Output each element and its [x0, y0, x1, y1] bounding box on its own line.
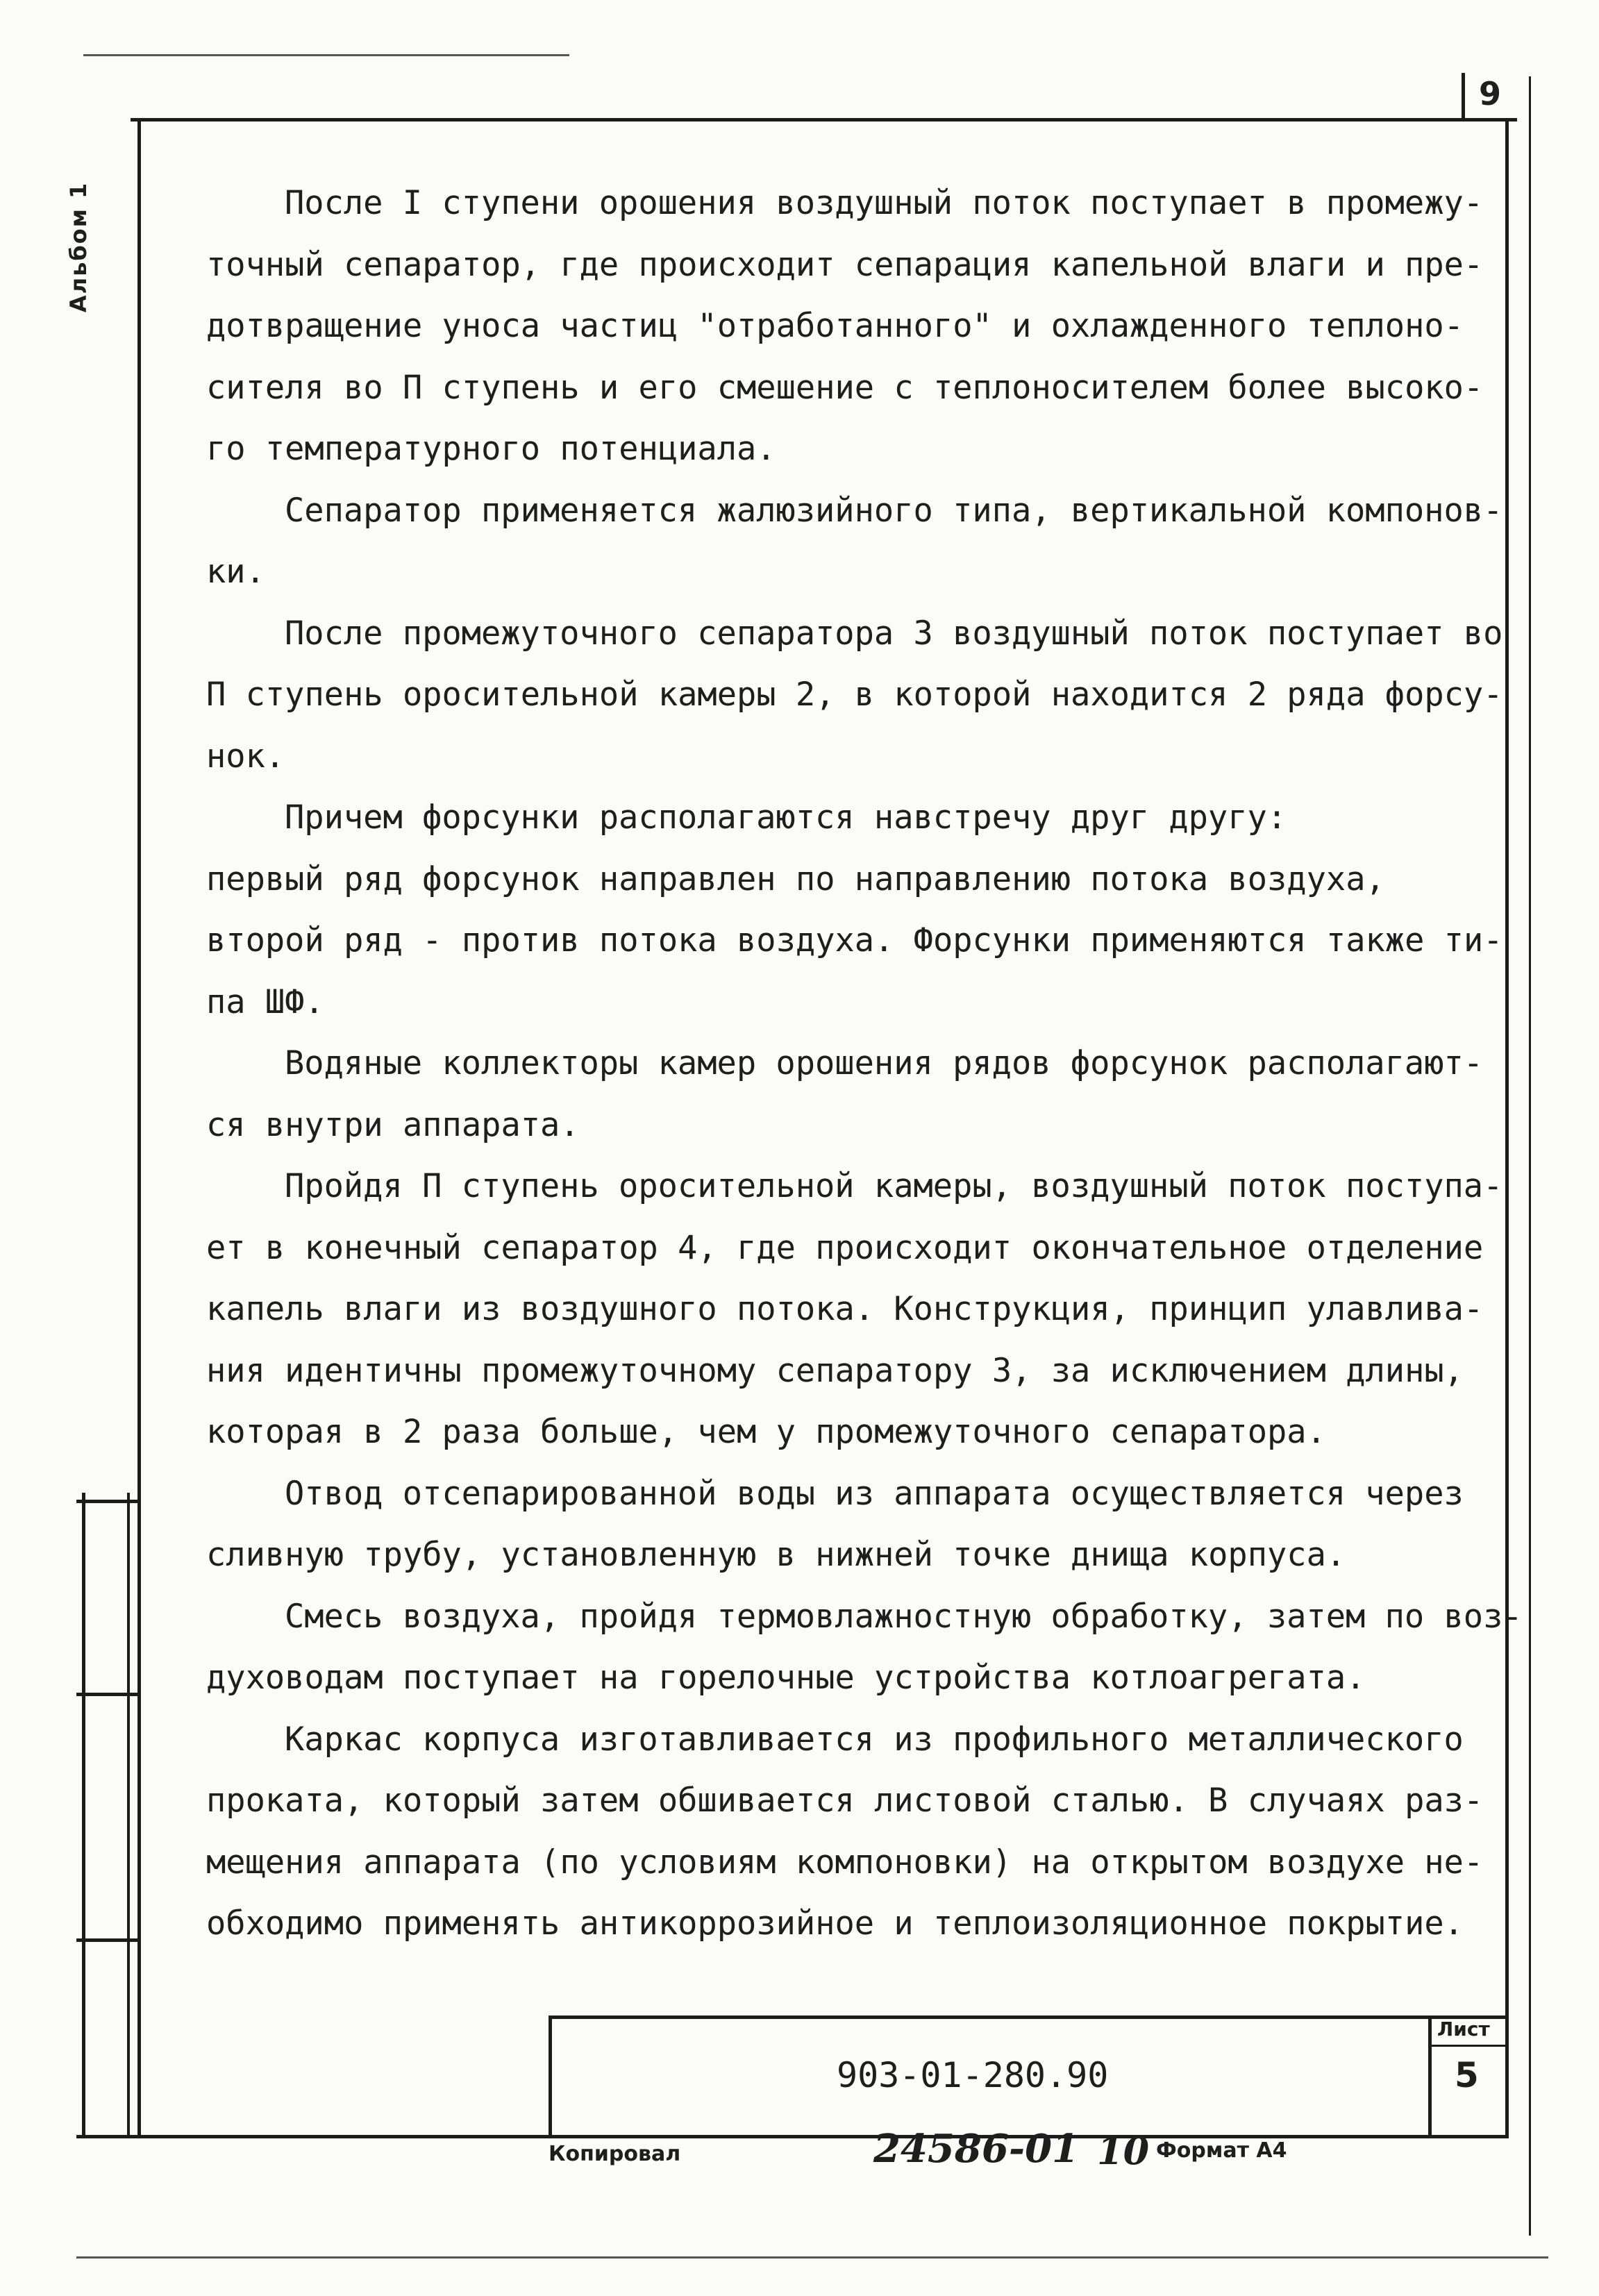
- footer-format-label: Формат А4: [1156, 2138, 1287, 2163]
- paragraph-6-line-4: ния идентичны промежуточному сепаратору 3, за исключением длины,: [206, 1351, 1464, 1390]
- stamp-sheet-divider: [1430, 2045, 1507, 2047]
- footer-copy-number: 10: [1097, 2129, 1150, 2173]
- paragraph-7-line-2: сливную трубу, установленную в нижней точке днища корпуса.: [206, 1536, 1346, 1574]
- paragraph-4-line-4: па ШФ.: [206, 982, 324, 1021]
- paragraph-1-line-2: точный сепаратор, где происходит сепарация капельной влаги и пре-: [206, 245, 1484, 284]
- paragraph-4-line-2: первый ряд форсунок направлен по направлению потока воздуха,: [206, 860, 1385, 898]
- frame-right: [1505, 118, 1509, 2138]
- paragraph-4-line-3: второй ряд - против потока воздуха. Форсунки применяются также ти-: [206, 921, 1503, 960]
- stamp-sheet-value: 5: [1455, 2055, 1479, 2095]
- paragraph-9-line-4: обходимо применять антикоррозийное и теплоизоляционное покрытие.: [206, 1904, 1464, 1943]
- paragraph-5-line-2: ся внутри аппарата.: [206, 1105, 580, 1144]
- paragraph-1-line-1: После I ступени орошения воздушный поток поступает в промежу-: [285, 184, 1484, 222]
- frame-right-outer: [1529, 76, 1531, 2236]
- paragraph-1-line-5: го температурного потенциала.: [206, 430, 776, 468]
- paragraph-9-line-1: Каркас корпуса изготавливается из профильного металлического: [285, 1720, 1464, 1759]
- paragraph-2-line-2: ки.: [206, 553, 265, 591]
- paragraph-2-line-1: Сепаратор применяется жалюзийного типа, вертикальной компонов-: [285, 491, 1503, 530]
- paragraph-6-line-1: Пройдя П ступень оросительной камеры, воздушный поток поступа-: [285, 1167, 1503, 1205]
- paragraph-9-line-3: мещения аппарата (по условиям компоновки) на открытом воздухе не-: [206, 1843, 1484, 1882]
- frame-left: [137, 118, 141, 2138]
- paragraph-3-line-3: нок.: [206, 737, 285, 776]
- binding-strip-right: [127, 1493, 130, 2138]
- stamp-designation: 903-01-280.90: [837, 2055, 1109, 2095]
- binding-strip-left: [82, 1493, 85, 2138]
- paragraph-4-line-1: Причем форсунки располагаются навстречу друг другу:: [285, 798, 1287, 837]
- binding-strip-line-1: [76, 1500, 139, 1503]
- page-number-box-left: [1462, 73, 1465, 120]
- album-label: Альбом 1: [65, 181, 92, 312]
- stamp-top: [549, 2016, 1507, 2019]
- paragraph-7-line-1: Отвод отсепарированной воды из аппарата осуществляется через: [285, 1474, 1464, 1513]
- paragraph-6-line-5: которая в 2 раза больше, чем у промежуточного сепаратора.: [206, 1413, 1326, 1451]
- frame-top: [131, 118, 1517, 121]
- stamp-divider: [1428, 2016, 1432, 2137]
- paragraph-5-line-1: Водяные коллекторы камер орошения рядов форсунок располагают-: [285, 1044, 1484, 1082]
- paragraph-8-line-1: Смесь воздуха, пройдя термовлажностную обработку, затем по воз-: [285, 1597, 1523, 1636]
- top-scan-line: [83, 54, 569, 56]
- paragraph-1-line-3: дотвращение уноса частиц "отработанного" и охлажденного теплоно-: [206, 307, 1464, 345]
- paragraph-1-line-4: сителя во П ступень и его смешение с теплоносителем более высоко-: [206, 368, 1484, 407]
- paragraph-9-line-2: проката, который затем обшивается листовой сталью. В случаях раз-: [206, 1782, 1484, 1820]
- frame-bottom: [76, 2135, 1509, 2138]
- paragraph-6-line-3: капель влаги из воздушного потока. Конструкция, принцип улавлива-: [206, 1290, 1484, 1328]
- binding-strip-line-2: [76, 1693, 139, 1696]
- bottom-scan-line: [76, 2256, 1548, 2259]
- footer-order-number: 24586-01: [873, 2126, 1079, 2172]
- footer-copied-label: Копировал: [549, 2142, 681, 2166]
- stamp-left: [549, 2016, 552, 2137]
- paragraph-6-line-2: ет в конечный сепаратор 4, где происходит окончательное отделение: [206, 1228, 1484, 1267]
- stamp-sheet-label: Лист: [1437, 2018, 1490, 2041]
- paragraph-8-line-2: духоводам поступает на горелочные устройства котлоагрегата.: [206, 1659, 1366, 1697]
- page-number: 9: [1479, 75, 1502, 112]
- paragraph-3-line-2: П ступень оросительной камеры 2, в которой находится 2 ряда форсу-: [206, 676, 1503, 714]
- paragraph-3-line-1: После промежуточного сепаратора 3 воздушный поток поступает во: [285, 614, 1503, 653]
- binding-strip-line-3: [76, 1938, 139, 1942]
